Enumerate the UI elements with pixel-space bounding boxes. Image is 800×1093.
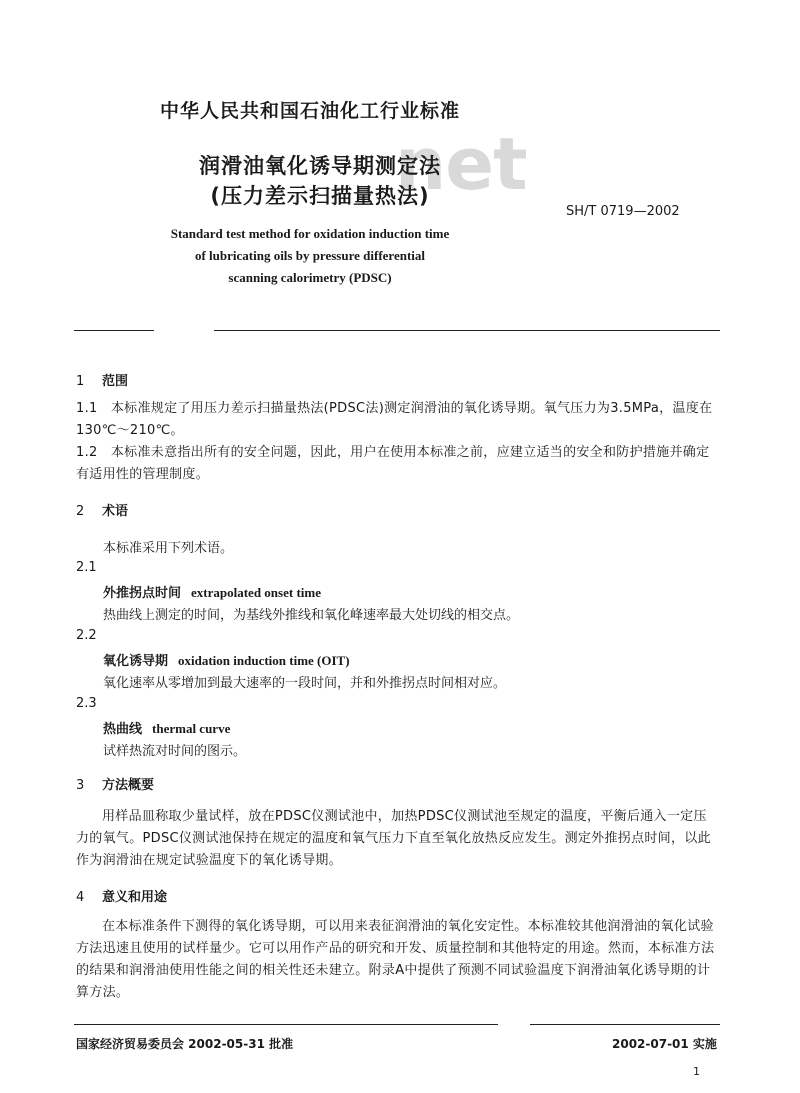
section-number: 1	[76, 374, 85, 389]
term-en: thermal curve	[152, 721, 231, 736]
term-cn: 热曲线	[103, 722, 143, 737]
footer-rule-right	[530, 1024, 720, 1025]
industry-standard-title: 中华人民共和国石油化工行业标准	[160, 100, 461, 122]
document-title-cn: 润滑油氧化诱导期测定法	[199, 154, 441, 178]
clause-1-2: 1.2 本标准未意指出所有的安全问题，因此，用户在使用本标准之前，应建立适当的安全和防护措施并确定有适用性的管理制度。	[76, 445, 710, 482]
term-en: oxidation induction time (OIT)	[178, 653, 350, 668]
term-2-2	[103, 650, 350, 669]
section-2-heading	[76, 500, 128, 519]
term-2-2-number: 2.2	[76, 628, 97, 643]
section-4-heading	[76, 886, 167, 905]
terms-intro: 本标准采用下列术语。	[103, 541, 234, 556]
standard-number: SH/T 0719—2002	[566, 204, 680, 219]
document-title-en-line2: of lubricating oils by pressure differential	[194, 248, 426, 263]
section-title: 意义和用途	[102, 890, 168, 905]
section-title: 范围	[102, 374, 129, 389]
section-number: 3	[76, 778, 85, 793]
term-2-2-definition: 氧化速率从零增加到最大速率的一段时间，并和外推拐点时间相对应。	[103, 676, 507, 691]
term-2-3-number: 2.3	[76, 696, 97, 711]
document-title-en-line3: scanning calorimetry (PDSC)	[228, 270, 392, 285]
footer-rule-left	[74, 1024, 498, 1025]
section-4-body: 在本标准条件下测得的氧化诱导期，可以用来表征润滑油的氧化安定性。本标准较其他润滑油的氧化试验方法迅速且使用的试样量少。它可以用作产品的研究和开发、质量控制和其他特定的用途。然而，本标准方法的结果和润滑油使用性能之间的相关性还未建立。附录A中提供了预测不同试验温度下润滑油氧化诱导期的计算方法。	[76, 919, 715, 1000]
term-2-1	[103, 582, 321, 601]
section-1-heading	[76, 370, 128, 389]
header-rule-left	[74, 330, 154, 331]
term-2-1-number: 2.1	[76, 560, 97, 575]
header-rule-right	[214, 330, 720, 331]
term-cn: 外推拐点时间	[103, 586, 182, 601]
term-2-3	[103, 718, 230, 737]
page-number: 1	[693, 1065, 700, 1078]
approval-line: 国家经济贸易委员会 2002-05-31 批准	[76, 1037, 294, 1051]
watermark: net	[395, 122, 527, 206]
clause-1-1: 1.1 本标准规定了用压力差示扫描量热法(PDSC法)测定润滑油的氧化诱导期。氧气压力为3.5MPa，温度在130℃～210℃。	[76, 401, 713, 438]
section-3-body: 用样品皿称取少量试样，放在PDSC仪测试池中，加热PDSC仪测试池至规定的温度，平衡后通入一定压力的氧气。PDSC仪测试池保持在规定的温度和氧气压力下直至氧化放热反应发生。测定外推拐点时间，以此作为润滑油在规定试验温度下的氧化诱导期。	[76, 809, 711, 868]
term-2-3-definition: 试样热流对时间的图示。	[103, 744, 247, 759]
section-title: 术语	[102, 504, 129, 519]
document-title-en-line1: Standard test method for oxidation induction time	[170, 226, 450, 241]
section-3-heading	[76, 774, 154, 793]
document-subtitle-cn: (压力差示扫描量热法)	[210, 184, 430, 208]
term-cn: 氧化诱导期	[103, 654, 169, 669]
section-title: 方法概要	[102, 778, 155, 793]
section-number: 4	[76, 890, 85, 905]
term-2-1-definition: 热曲线上测定的时间，为基线外推线和氧化峰速率最大处切线的相交点。	[103, 608, 520, 623]
section-number: 2	[76, 504, 85, 519]
term-en: extrapolated onset time	[191, 585, 321, 600]
implementation-date: 2002-07-01 实施	[612, 1037, 717, 1051]
